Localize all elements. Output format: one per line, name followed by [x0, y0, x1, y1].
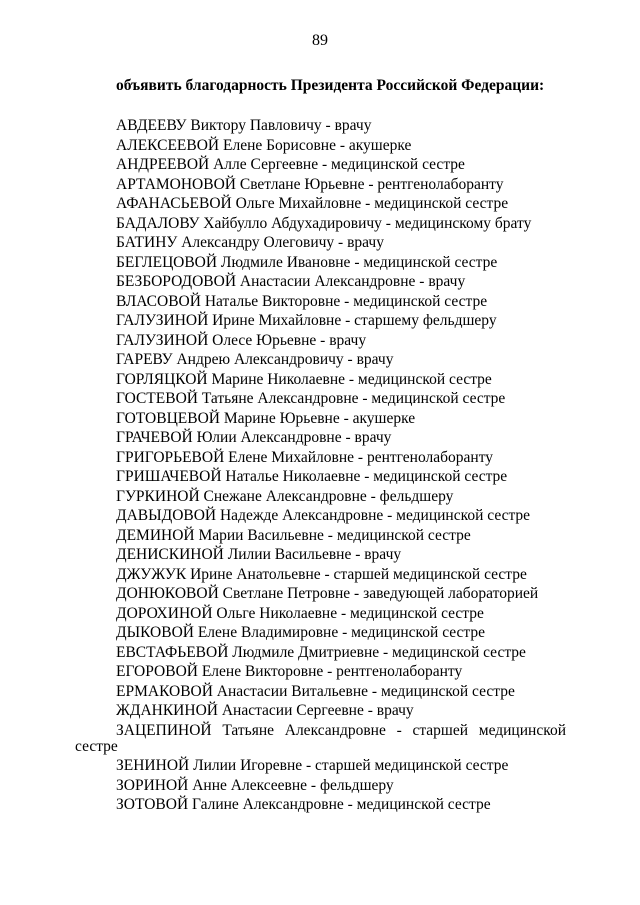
list-item: БАТИНУ Александру Олеговичу - врачу — [116, 234, 384, 251]
list-item: АФАНАСЬЕВОЙ Ольге Михайловне - медицинской сестре — [116, 195, 509, 212]
decree-heading: объявить благодарность Президента Российской Федерации: — [116, 77, 545, 94]
list-item: ГАЛУЗИНОЙ Олесе Юрьевне - врачу — [116, 331, 367, 349]
list-item: ДЖУЖУК Ирине Анатольевне - старшей медицинской сестре — [116, 565, 527, 583]
list-item: АРТАМОНОВОЙ Светлане Юрьевне - рентгенолаборанту — [116, 175, 504, 193]
list-item: БАДАЛОВУ Хайбулло Абдухадировичу - медицинскому брату — [116, 214, 532, 232]
list-item-wrapped-continuation: сестре — [75, 737, 118, 755]
list-item: ЕРМАКОВОЙ Анастасии Витальевне - медицинской сестре — [116, 682, 515, 700]
page-number: 89 — [312, 32, 328, 49]
list-item: ЗЕНИНОЙ Лилии Игоревне - старшей медицинской сестре — [116, 757, 509, 774]
list-item: ГОСТЕВОЙ Татьяне Александровне - медицинской сестре — [116, 390, 506, 407]
award-list — [116, 116, 566, 740]
list-item: ДЫКОВОЙ Елене Владимировне - медицинской сестре — [116, 624, 486, 641]
list-item: ГАРЕВУ Андрею Александровичу - врачу — [116, 351, 394, 368]
list-item: ВЛАСОВОЙ Наталье Викторовне - медицинской сестре — [116, 292, 488, 310]
list-item: ГОТОВЦЕВОЙ Марине Юрьевне - акушерке — [116, 409, 416, 427]
list-item: ГАЛУЗИНОЙ Ирине Михайловне - старшему фельдшеру — [116, 312, 497, 329]
list-item: ЕВСТАФЬЕВОЙ Людмиле Дмитриевне - медицинской сестре — [116, 643, 526, 661]
list-item: ДЕНИСКИНОЙ Лилии Васильевне - врачу — [116, 546, 402, 563]
list-item: ЕГОРОВОЙ Елене Викторовне - рентгенолаборанту — [116, 663, 463, 680]
list-item: ЗОРИНОЙ Анне Алексеевне - фельдшеру — [116, 776, 394, 794]
list-item: ДОНЮКОВОЙ Светлане Петровне - заведующей лабораторией — [116, 585, 539, 602]
list-item: БЕГЛЕЦОВОЙ Людмиле Ивановне - медицинской сестре — [116, 253, 498, 271]
list-item: ДАВЫДОВОЙ Надежде Александровне - медицинской сестре — [116, 507, 531, 524]
list-item: ЗОТОВОЙ Галине Александровне - медицинской сестре — [116, 796, 491, 813]
list-item: ГУРКИНОЙ Снежане Александровне - фельдшеру — [116, 487, 454, 505]
list-item: ГРАЧЕВОЙ Юлии Александровне - врачу — [116, 429, 392, 446]
award-list-continued — [116, 756, 508, 815]
list-item: ГРИШАЧЕВОЙ Наталье Николаевне - медицинской сестре — [116, 468, 508, 485]
list-item: ГРИГОРЬЕВОЙ Елене Михайловне - рентгенолаборанту — [116, 448, 494, 466]
list-item: ДЕМИНОЙ Марии Васильевне - медицинской сестре — [116, 526, 471, 544]
list-item: АНДРЕЕВОЙ Алле Сергеевне - медицинской сестре — [116, 156, 465, 173]
list-item: АЛЕКСЕЕВОЙ Елене Борисовне - акушерке — [116, 136, 412, 154]
list-item: АВДЕЕВУ Виктору Павловичу - врачу — [116, 117, 372, 134]
list-item: ГОРЛЯЦКОЙ Марине Николаевне - медицинской сестре — [116, 370, 492, 388]
list-item: ДОРОХИНОЙ Ольге Николаевне - медицинской сестре — [116, 604, 484, 622]
list-item-wrapped-first-line: ЗАЦЕПИНОЙ Татьяне Александровне - старшей медицинской — [116, 721, 566, 739]
list-item: ЖДАНКИНОЙ Анастасии Сергеевне - врачу — [116, 702, 414, 719]
list-item: БЕЗБОРОДОВОЙ Анастасии Александровне - врачу — [116, 273, 466, 290]
